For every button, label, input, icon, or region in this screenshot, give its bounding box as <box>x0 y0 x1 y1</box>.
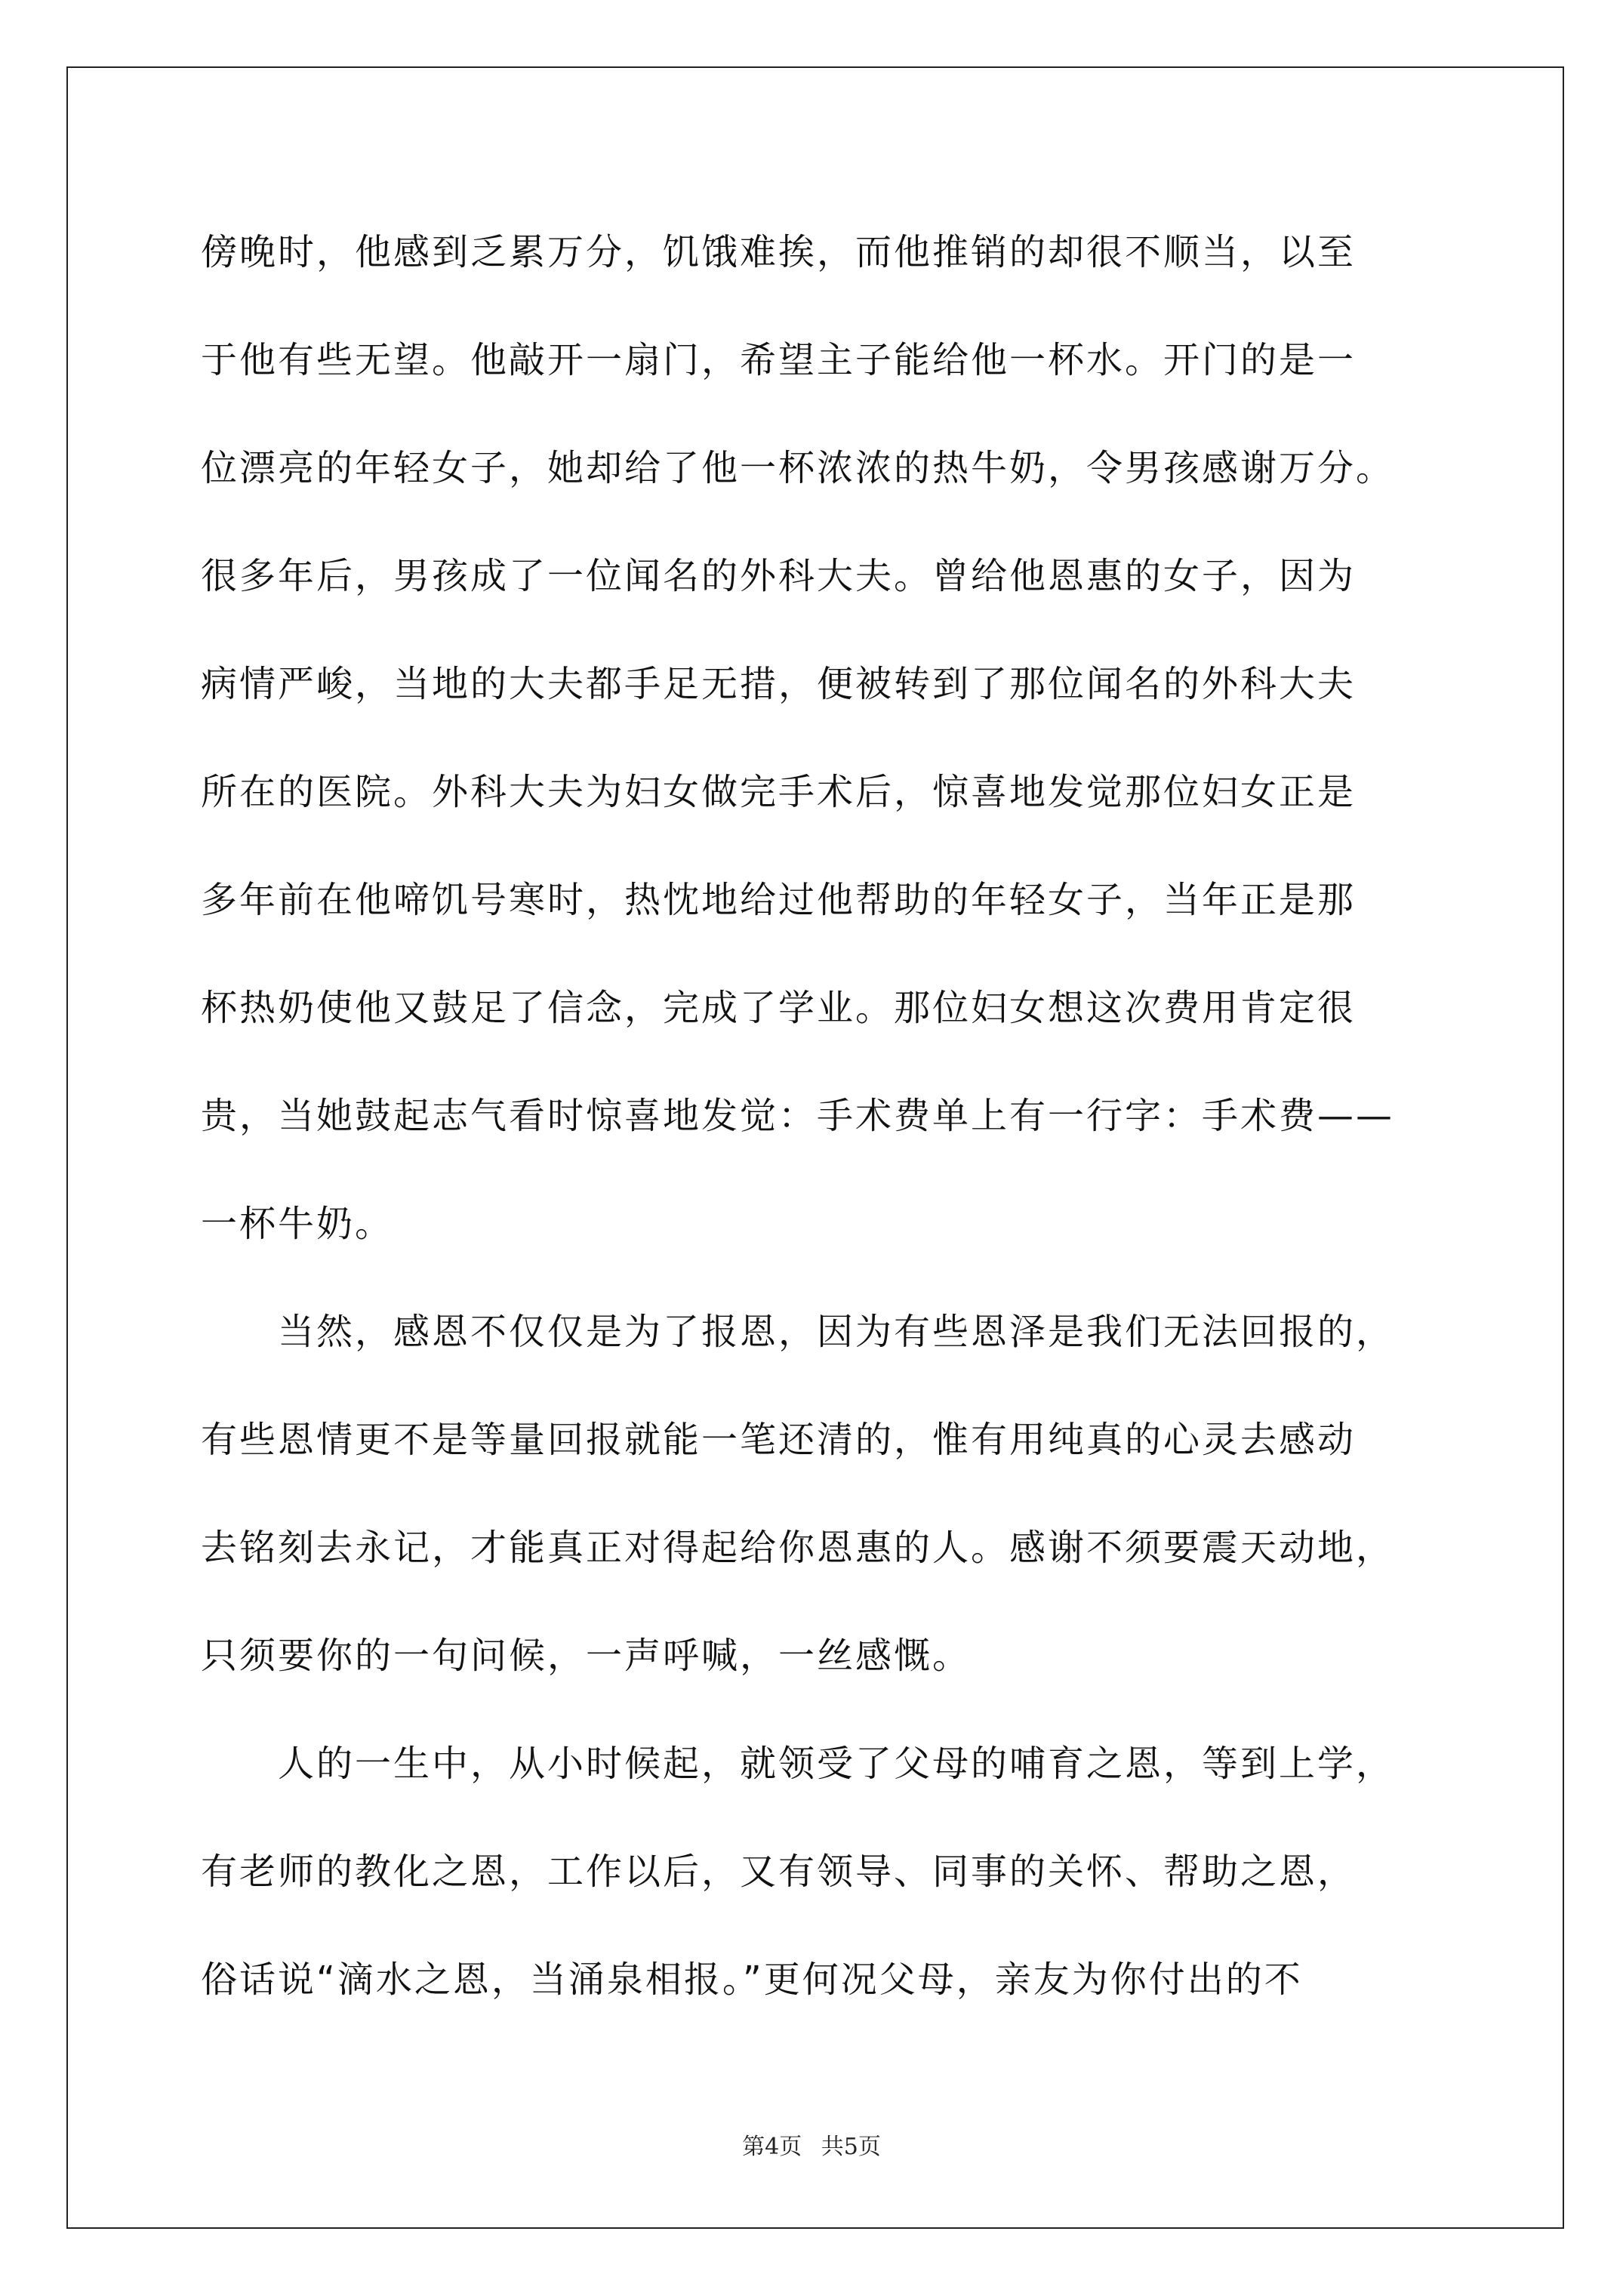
text-line: 贵，当她鼓起志气看时惊喜地发觉：手术费单上有一行字：手术费—— <box>201 1095 1395 1137</box>
text-line: 傍晚时，他感到乏累万分，饥饿难挨，而他推销的却很不顺当，以至 <box>201 231 1357 273</box>
text-line: 俗话说“滴水之恩，当涌泉相报。”更何况父母，亲友为你付出的不 <box>201 1959 1303 2001</box>
page-footer <box>0 2128 1623 2161</box>
text-line: 杯热奶使他又鼓足了信念，完成了学业。那位妇女想这次费用肯定很 <box>201 987 1357 1029</box>
text-line: 有老师的教化之恩，工作以后，又有领导、同事的关怀、帮助之恩， <box>201 1851 1357 1893</box>
text-line: 一杯牛奶。 <box>201 1203 394 1245</box>
text-line: 只须要你的一句问候，一声呼喊，一丝感慨。 <box>201 1635 972 1677</box>
total-pages: 共5页 <box>821 2134 881 2160</box>
text-line: 人的一生中，从小时候起，就领受了父母的哺育之恩，等到上学， <box>201 1743 1395 1785</box>
text-line: 位漂亮的年轻女子，她却给了他一杯浓浓的热牛奶，令男孩感谢万分。 <box>201 447 1395 489</box>
text-line: 有些恩情更不是等量回报就能一笔还清的，惟有用纯真的心灵去感动 <box>201 1419 1357 1461</box>
text-line: 于他有些无望。他敲开一扇门，希望主子能给他一杯水。开门的是一 <box>201 339 1357 381</box>
text-line: 当然，感恩不仅仅是为了报恩，因为有些恩泽是我们无法回报的， <box>201 1311 1395 1353</box>
text-line: 所在的医院。外科大夫为妇女做完手术后，惊喜地发觉那位妇女正是 <box>201 771 1357 813</box>
text-line: 多年前在他啼饥号寒时，热忱地给过他帮助的年轻女子，当年正是那 <box>201 879 1357 921</box>
current-page-number: 第4页 <box>742 2134 802 2160</box>
text-line: 很多年后，男孩成了一位闻名的外科大夫。曾给他恩惠的女子，因为 <box>201 555 1357 597</box>
document-body <box>201 216 1443 2051</box>
text-line: 病情严峻，当地的大夫都手足无措，便被转到了那位闻名的外科大夫 <box>201 663 1357 705</box>
text-line: 去铭刻去永记，才能真正对得起给你恩惠的人。感谢不须要震天动地， <box>201 1527 1395 1569</box>
